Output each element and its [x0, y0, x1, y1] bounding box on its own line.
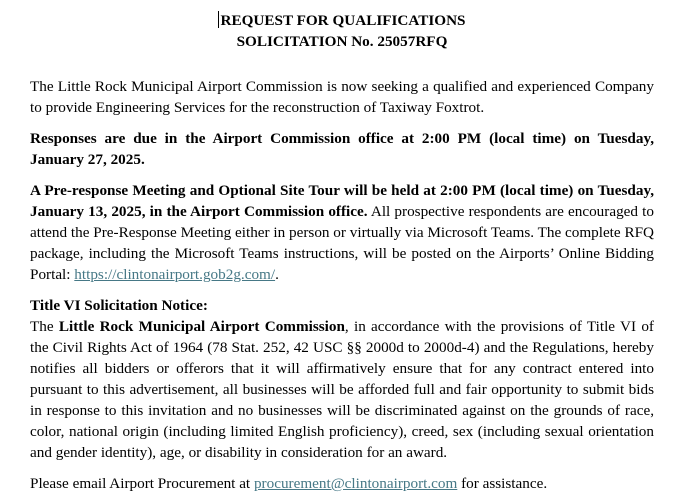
bidding-portal-link[interactable]: https://clintonairport.gob2g.com/	[74, 266, 276, 283]
contact-suffix: for assistance.	[457, 475, 548, 492]
contact-paragraph	[30, 473, 654, 494]
title-vi-lead: The	[30, 318, 59, 335]
meeting-paragraph	[30, 180, 654, 285]
deadline-paragraph: Responses are due in the Airport Commission office at 2:00 PM (local time) on Tuesday, January 27, 2025.	[30, 130, 654, 168]
intro-paragraph: The Little Rock Municipal Airport Commission is now seeking a qualified and experienced Company to provide Engineering Services for the reconstruction of Taxiway Foxtrot.	[30, 78, 654, 116]
meeting-text: All prospective respondents are encouraged to attend the Pre-Response Meeting either in person or virtually via Microsoft Teams. The complete RFQ package, including the Microsoft Teams instructions, will be posted on the Airports’ Online Bidding Portal:	[30, 203, 654, 283]
title-vi-paragraph	[30, 316, 654, 463]
document-title	[30, 10, 654, 31]
contact-prefix: Please email Airport Procurement at	[30, 475, 254, 492]
meeting-bold-text: A Pre-response Meeting and Optional Site Tour will be held at 2:00 PM (local time) on Tuesday, January 13, 2025, in the Airport Commission office.	[30, 182, 654, 220]
meeting-trailing: .	[275, 266, 279, 283]
commission-name: Little Rock Municipal Airport Commission	[58, 318, 345, 335]
solicitation-number: SOLICITATION No. 25057RFQ	[236, 33, 448, 50]
procurement-email-link[interactable]: procurement@clintonairport.com	[253, 475, 458, 492]
title-vi-heading: Title VI Solicitation Notice:	[30, 297, 208, 314]
document-page	[30, 10, 654, 494]
title-line-1: REQUEST FOR QUALIFICATIONS	[220, 12, 466, 29]
title-vi-body: , in accordance with the provisions of Title VI of the Civil Rights Act of 1964 (78 Stat. 252, 42 USC §§ 2000d to 2000d-4) and the Regulations, hereby notifies all bidders or offerors that it will affirmatively ensure that for any contract entered into pursuant to this advertisement, all businesses will be afforded full and fair opportunity to submit bids in response to this invitation and no businesses will be discriminated against on the grounds of race, color, national origin (including limited English proficiency), creed, sex (including sexual orientation and gender identity), age, or disability in consideration for an award.	[30, 318, 654, 461]
